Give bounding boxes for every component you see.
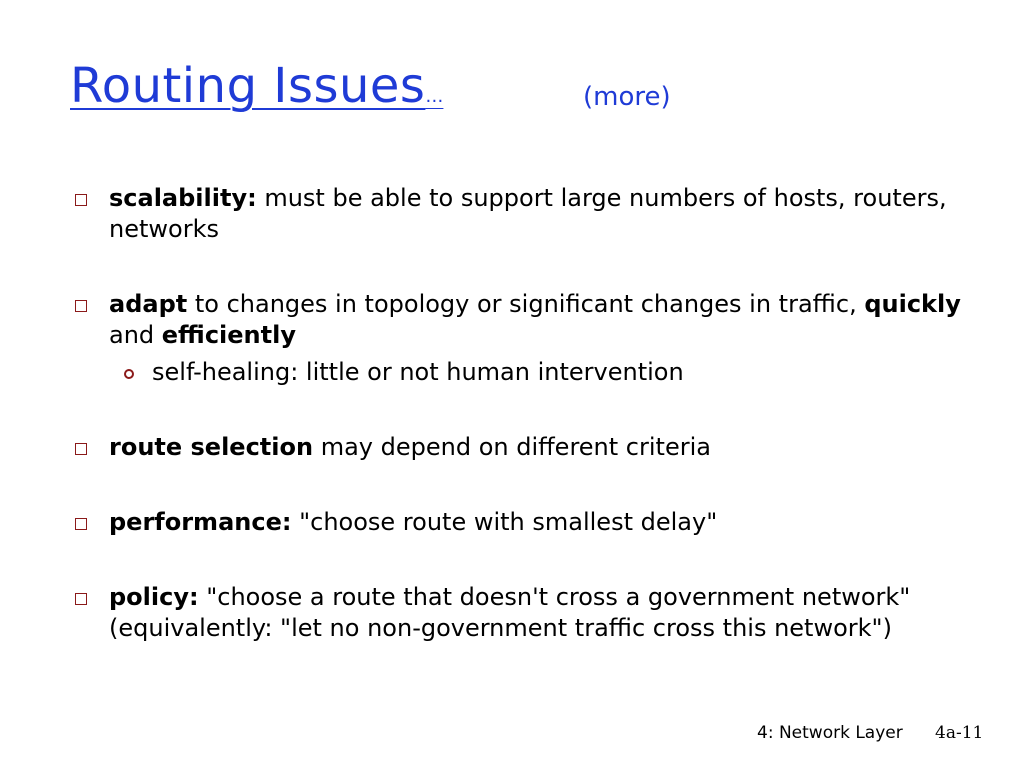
bullet-list [70,183,970,688]
bullet-item-scalability [70,183,970,245]
square-bullet-icon [75,300,87,312]
square-bullet-icon [75,593,87,605]
bullet-item-route-selection [70,432,970,463]
square-bullet-icon [75,194,87,206]
square-bullet-icon [75,443,87,455]
sub-bullet-text: self-healing: little or not human intervention [152,358,684,386]
footer-page-number: 4a-11 [935,723,984,743]
bullet-label: policy: [109,583,199,611]
footer-chapter-label: 4: Network Layer [757,723,903,743]
bullet-text: "choose route with smallest delay" [291,508,718,536]
bullet-text: "choose a route that doesn't cross a government network" (equivalently: "let no non-government traffic cross this network") [109,583,911,642]
bullet-text: may depend on different criteria [313,433,711,461]
title-ellipsis: … [425,86,444,107]
bullet-bold-quickly: quickly [864,290,961,318]
square-bullet-icon [75,518,87,530]
bullet-text-and: and [109,321,162,349]
bullet-item-performance [70,507,970,538]
bullet-label: performance: [109,508,292,536]
bullet-label: scalability: [109,184,257,212]
bullet-text: to changes in topology or significant changes in traffic, [187,290,865,318]
bullet-bold-efficiently: efficiently [161,321,296,349]
title-more: (more) [583,82,671,112]
bullet-label: adapt [109,290,188,318]
sub-bullet-item [109,357,970,388]
slide-title [70,58,443,114]
title-main: Routing Issues [70,58,426,114]
bullet-text: must be able to support large numbers of hosts, routers, networks [109,184,947,243]
circle-bullet-icon [124,369,134,379]
bullet-item-policy [70,582,970,644]
bullet-item-adapt [70,289,970,388]
bullet-label: route selection [109,433,314,461]
